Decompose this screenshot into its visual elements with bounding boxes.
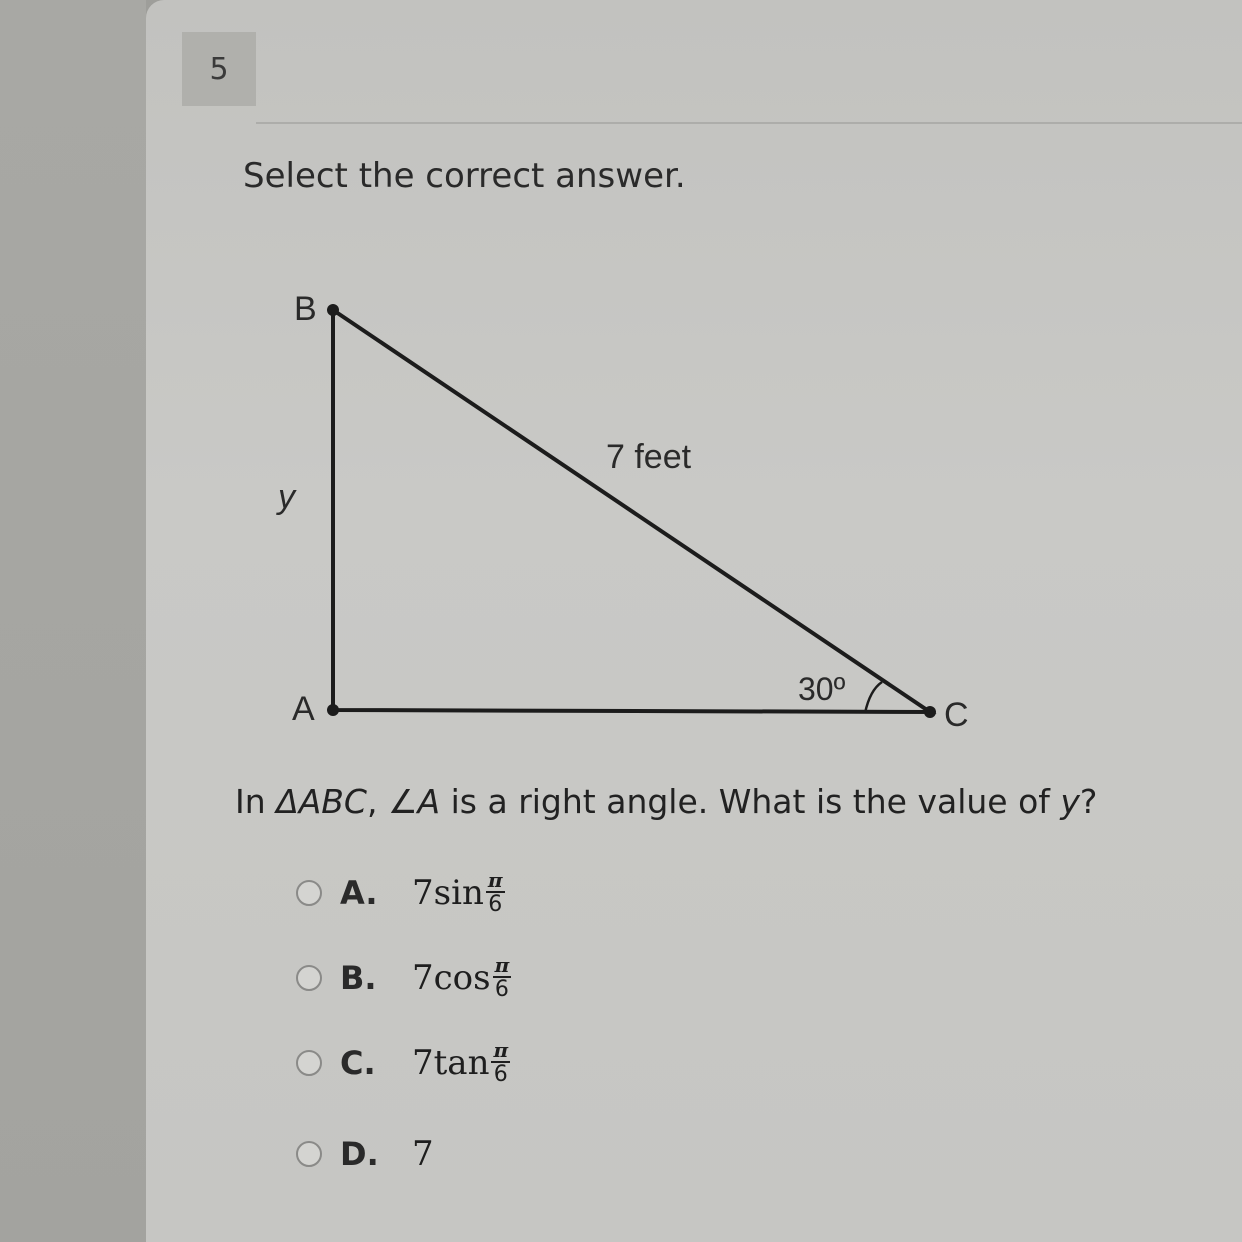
choice-a-fraction — [486, 870, 505, 916]
choice-b-numerator: π — [494, 953, 510, 977]
angle-c-arc — [865, 682, 882, 713]
question-suffix: ? — [1079, 782, 1098, 821]
question-middle: is a right angle. What is the value of — [440, 782, 1061, 821]
choice-a[interactable] — [296, 870, 505, 916]
radio-d[interactable] — [296, 1141, 322, 1167]
question-variable: y — [1060, 782, 1080, 821]
vertex-a-dot — [327, 704, 339, 716]
question-comma: , — [366, 782, 388, 821]
choice-b[interactable] — [296, 955, 511, 1001]
instruction-text: Select the correct answer. — [243, 156, 686, 196]
choice-a-expression — [412, 870, 505, 916]
choice-b-denominator: 6 — [494, 977, 509, 1002]
choice-a-letter: A. — [340, 874, 378, 912]
choice-b-func: cos — [433, 958, 491, 998]
angle-c-label: 30º — [798, 671, 846, 707]
vertex-b-label: B — [294, 290, 317, 328]
header-divider — [256, 122, 1242, 124]
radio-c[interactable] — [296, 1050, 322, 1076]
question-prefix: In — [235, 782, 277, 821]
choice-c[interactable] — [296, 1040, 510, 1086]
choice-c-expression — [412, 1040, 510, 1086]
question-number-badge — [182, 32, 256, 106]
choice-c-coef: 7 — [412, 1043, 434, 1083]
choice-b-letter: B. — [340, 959, 377, 997]
radio-b[interactable] — [296, 965, 322, 991]
radio-a[interactable] — [296, 880, 322, 906]
choice-c-fraction — [491, 1040, 510, 1086]
question-angle: ∠A — [387, 782, 441, 821]
hypotenuse-label: 7 feet — [606, 438, 692, 476]
question-triangle: ΔABC — [276, 782, 367, 821]
side-y-label: y — [278, 478, 295, 516]
choice-a-func: sin — [433, 873, 484, 913]
triangle-diagram — [260, 280, 1000, 740]
choice-c-letter: C. — [340, 1044, 376, 1082]
question-number: 5 — [209, 51, 229, 87]
choice-a-coef: 7 — [412, 873, 434, 913]
vertex-b-dot — [327, 304, 339, 316]
choice-d-coef: 7 — [412, 1134, 434, 1174]
choice-d-letter: D. — [340, 1135, 379, 1173]
choice-d-expression — [412, 1134, 434, 1174]
choice-c-denominator: 6 — [493, 1062, 508, 1087]
choice-b-fraction — [493, 955, 512, 1001]
question-text — [235, 782, 1097, 821]
choice-a-denominator: 6 — [488, 892, 503, 917]
vertex-a-label: A — [292, 690, 315, 728]
choice-b-coef: 7 — [412, 958, 434, 998]
choice-c-numerator: π — [493, 1038, 509, 1062]
choice-a-numerator: π — [487, 868, 503, 892]
vertex-c-dot — [924, 706, 936, 718]
choice-c-func: tan — [433, 1043, 490, 1083]
choice-b-expression — [412, 955, 511, 1001]
choice-d[interactable] — [296, 1134, 434, 1174]
background-left — [0, 0, 146, 1242]
triangle-abc — [333, 310, 930, 712]
vertex-c-label: C — [944, 696, 969, 734]
